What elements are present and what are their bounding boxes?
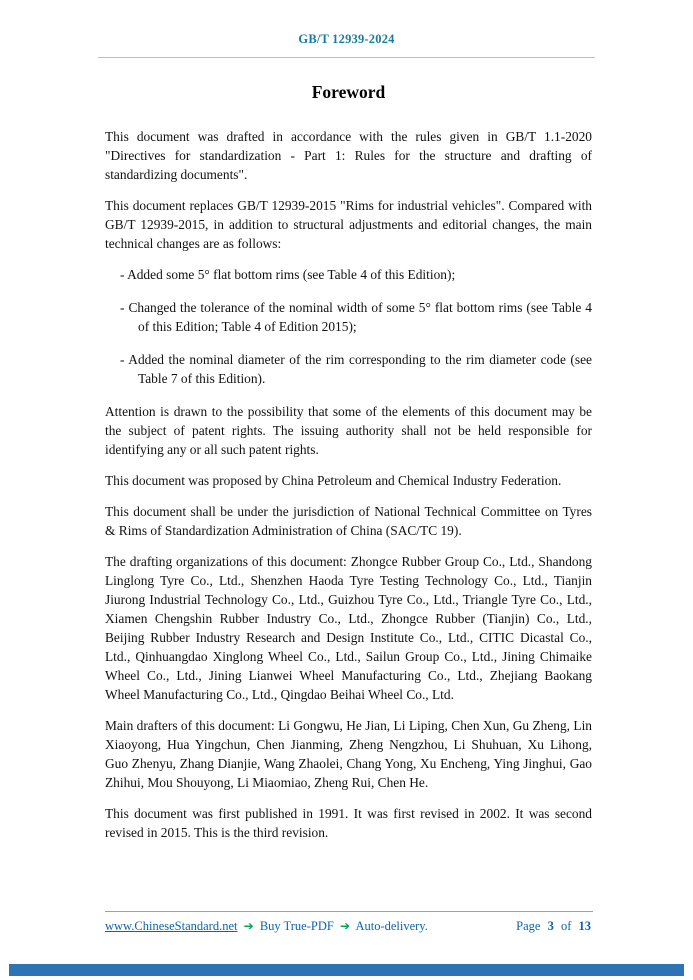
- site-link[interactable]: www.ChineseStandard.net: [105, 919, 238, 933]
- list-item-added-rims: - Added some 5° flat bottom rims (see Table 4 of this Edition);: [120, 267, 456, 282]
- paragraph-jurisdiction: This document shall be under the jurisdiction of National Technical Committee on Tyres & Rims of Standardization Administration of China (SAC/TC 19).: [105, 504, 592, 538]
- list-item-changed-tolerance: - Changed the tolerance of the nominal width of some 5° flat bottom rims (see Table 4 of this Edition; Table 4 of Edition 2015);: [120, 300, 592, 334]
- paragraph-proposed-by: This document was proposed by China Petroleum and Chemical Industry Federation.: [105, 473, 562, 488]
- list-item-added-diameter: - Added the nominal diameter of the rim corresponding to the rim diameter code (see Table 7 of this Edition).: [120, 352, 592, 386]
- paragraph-patent-notice: Attention is drawn to the possibility that some of the elements of this document may be the subject of patent rights. The issuing authority shall not be held responsible for identifying any or all such patent rights.: [105, 404, 592, 457]
- page-title: Foreword: [311, 82, 386, 102]
- footer-left: [105, 919, 428, 934]
- document-body: [105, 74, 592, 854]
- arrow-icon: ➔: [339, 919, 350, 933]
- changes-list: [105, 265, 592, 388]
- page-total: 13: [578, 919, 591, 933]
- header-divider: [98, 57, 595, 58]
- paragraph-replaces: This document replaces GB/T 12939-2015 "Rims for industrial vehicles". Compared with GB/T 12939-2015, in addition to structural adjustments and editorial changes, the main technical changes are as follows:: [105, 198, 592, 251]
- page-footer: [105, 911, 593, 934]
- arrow-icon: ➔: [243, 919, 254, 933]
- paragraph-main-drafters: Main drafters of this document: Li Gongwu, He Jian, Li Liping, Chen Xun, Gu Zheng, Lin Xiaoyong, Hua Yingchun, Chen Jianming, Zheng Nengzhou, Li Shuhuan, Xu Lihong, Guo Zhenyu, Zhang Dianjie, Wang Zhaolei, Chang Yong, Xu Encheng, Ying Jinghui, Gao Zhihui, Mou Shouyong, Li Miaomiao, Zheng Rui, Chen He.: [105, 718, 592, 790]
- page-header: [98, 30, 595, 48]
- of-label: of: [560, 919, 572, 933]
- paragraph-revision-history: This document was first published in 1991. It was first revised in 2002. It was second revised in 2015. This is the third revision.: [105, 806, 592, 840]
- page-number: 3: [547, 919, 554, 933]
- standard-number: GB/T 12939-2024: [298, 32, 395, 46]
- paragraph-drafting-organizations: The drafting organizations of this document: Zhongce Rubber Group Co., Ltd., Shandong Linglong Tyre Co., Ltd., Shenzhen Haoda Tyre Testing Technology Co., Ltd., Tianjin Jiurong Industrial Technology Co., Ltd., Guizhou Tyre Co., Ltd., Triangle Tyre Co., Ltd., Xiamen Chengshin Rubber Industry Co., Ltd., Zhongce Rubber (Tianjin) Co., Ltd., Beijing Rubber Industry Research and Design Institute Co., Ltd., CITIC Dicastal Co., Ltd., Qinhuangdao Xinglong Wheel Co., Ltd., Sailun Group Co., Ltd., Jining Chimaike Wheel Co., Ltd., Jining Lianwei Wheel Manufacturing Co., Ltd., Zhejiang Baokang Wheel Manufacturing Co., Ltd., Qingdao Beihai Wheel Co., Ltd.: [105, 554, 592, 702]
- auto-delivery-text: Auto-delivery.: [355, 919, 428, 933]
- buy-truepdf-text: Buy True-PDF: [259, 919, 334, 933]
- bottom-blue-bar: [9, 964, 684, 976]
- page-label: Page: [516, 919, 541, 933]
- page-indicator: [514, 919, 593, 934]
- paragraph-drafting-rules: This document was drafted in accordance with the rules given in GB/T 1.1-2020 "Directives for standardization - Part 1: Rules for the structure and drafting of standardizing documents".: [105, 129, 592, 182]
